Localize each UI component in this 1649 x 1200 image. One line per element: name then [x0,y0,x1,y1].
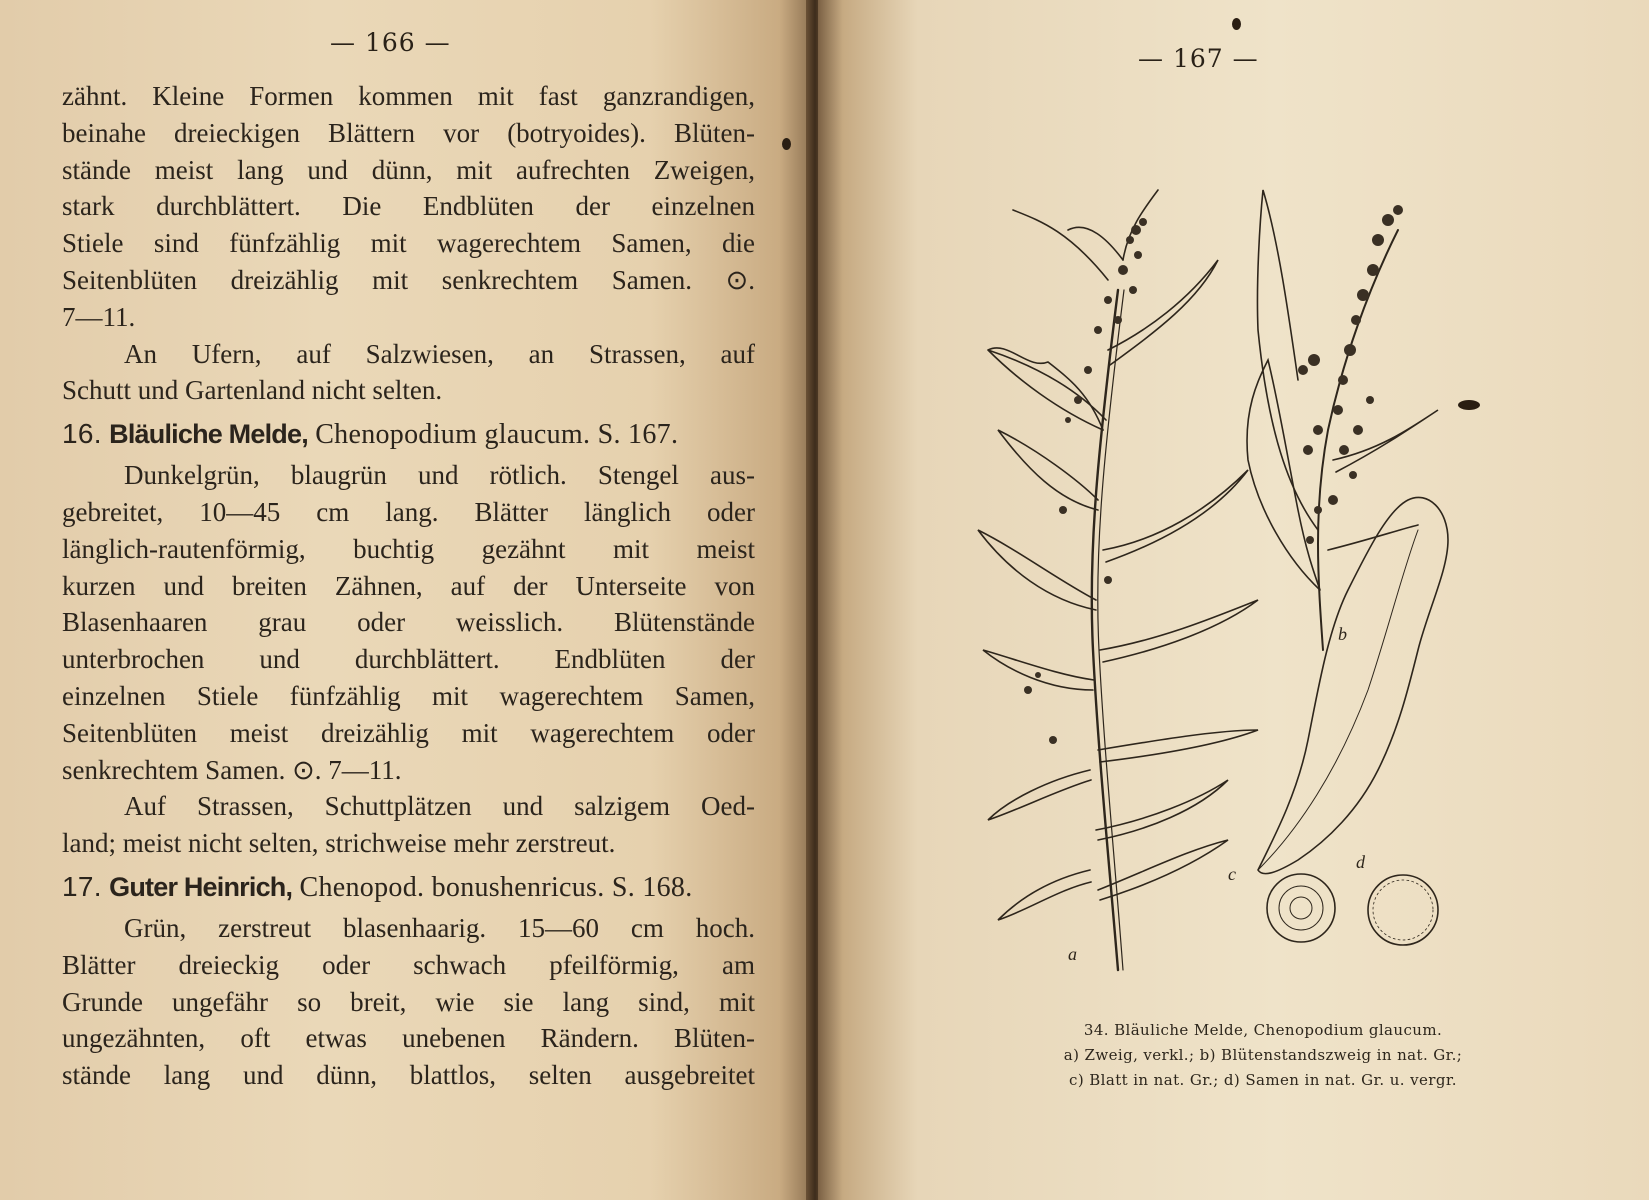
ink-spot [1232,18,1241,30]
section-17-heading [62,868,755,907]
text-line: 7—11. [62,301,136,332]
text-line: An Ufern, auf Salzwiesen, an Strassen, auf [124,338,755,369]
text-line: beinahe dreieckigen Blättern vor (botryoides). Blüten- [62,117,755,148]
section-title: Bläuliche Melde, [109,419,308,450]
seed-d-illustration [1267,874,1438,945]
text-line: land; meist nicht selten, strichweise mehr zerstreut. [62,828,616,859]
text-line: stände lang und dünn, blattlos, selten ausgebreitet [62,1060,755,1091]
botanical-illustration [958,130,1578,990]
caption-line: c) Blatt in nat. Gr.; d) Samen in nat. Gr. u. vergr. [1069,1071,1457,1089]
text-line: kurzen und breiten Zähnen, auf der Unterseite von [62,570,755,601]
ink-spot [782,138,791,150]
paragraph-1 [62,78,755,336]
text-line: ungezähnten, oft etwas unebenen Rändern. Blüten- [62,1023,755,1054]
figure-caption [968,1018,1558,1093]
branch-b-illustration [1247,190,1438,650]
chenopodium-glaucum-drawing [958,130,1578,990]
text-line: gebreitet, 10—45 cm lang. Blätter länglich oder [62,496,755,527]
text-line: Seitenblüten dreizählig mit senkrechtem Samen. ⊙. [62,264,755,295]
text-line: zähnt. Kleine Formen kommen mit fast ganzrandigen, [62,81,755,111]
figure-label-a: a [1068,944,1077,964]
text-line: unterbrochen und durchblättert. Endblüten der [62,644,755,675]
paragraph-3 [62,457,755,788]
text-line: Seitenblüten meist dreizählig mit wagerechtem oder [62,717,755,748]
section-title: Guter Heinrich, [109,871,293,902]
text-line: Dunkelgrün, blaugrün und rötlich. Stengel aus- [124,460,755,491]
right-page [818,0,1649,1200]
figure-label-c: c [1228,864,1236,884]
text-line: stark durchblättert. Die Endblüten der einzelnen [62,191,755,222]
caption-line: 34. Bläuliche Melde, Chenopodium glaucum. [1083,1021,1443,1039]
figure-label-d: d [1356,852,1365,872]
paragraph-2 [62,336,755,410]
section-latin-name: Chenopod. bonushenricus. S. 168. [292,871,693,903]
section-latin-name: Chenopodium glaucum. S. 167. [307,419,679,451]
text-line: Blasenhaaren grau oder weisslich. Blütenstände [62,607,755,638]
text-line: senkrechtem Samen. ⊙. 7—11. [62,754,402,785]
section-16-heading [62,415,755,454]
page-number-left: — 166 — [330,28,451,57]
text-line: Schutt und Gartenland nicht selten. [62,375,443,406]
text-line: Grün, zerstreut blasenhaarig. 15—60 cm hoch. [124,912,755,943]
caption-line: a) Zweig, verkl.; b) Blütenstandszweig in nat. Gr.; [1063,1046,1463,1064]
section-number: 17. [62,870,102,902]
text-line: länglich-rautenförmig, buchtig gezähnt mit meist [62,533,755,564]
page-number-right: — 167 — [1138,44,1259,73]
paragraph-4 [62,788,755,862]
section-number: 16. [62,418,102,450]
text-line: Grunde ungefähr so breit, wie sie lang sind, mit [62,986,755,1017]
branch-a-illustration [978,190,1258,970]
left-page-text [62,78,755,1094]
text-line: Stiele sind fünfzählig mit wagerechtem Samen, die [62,228,755,259]
text-line: Blätter dreieckig oder schwach pfeilförmig, am [62,949,755,980]
paragraph-5 [62,910,755,1094]
text-line: einzelnen Stiele fünfzählig mit wagerechtem Samen, [62,680,755,711]
figure-label-b: b [1338,624,1347,644]
left-page [0,0,812,1200]
leaf-c-illustration [1258,497,1448,873]
text-line: stände meist lang und dünn, mit aufrechten Zweigen, [62,154,755,185]
text-line: Auf Strassen, Schuttplätzen und salzigem Oed- [124,791,755,822]
